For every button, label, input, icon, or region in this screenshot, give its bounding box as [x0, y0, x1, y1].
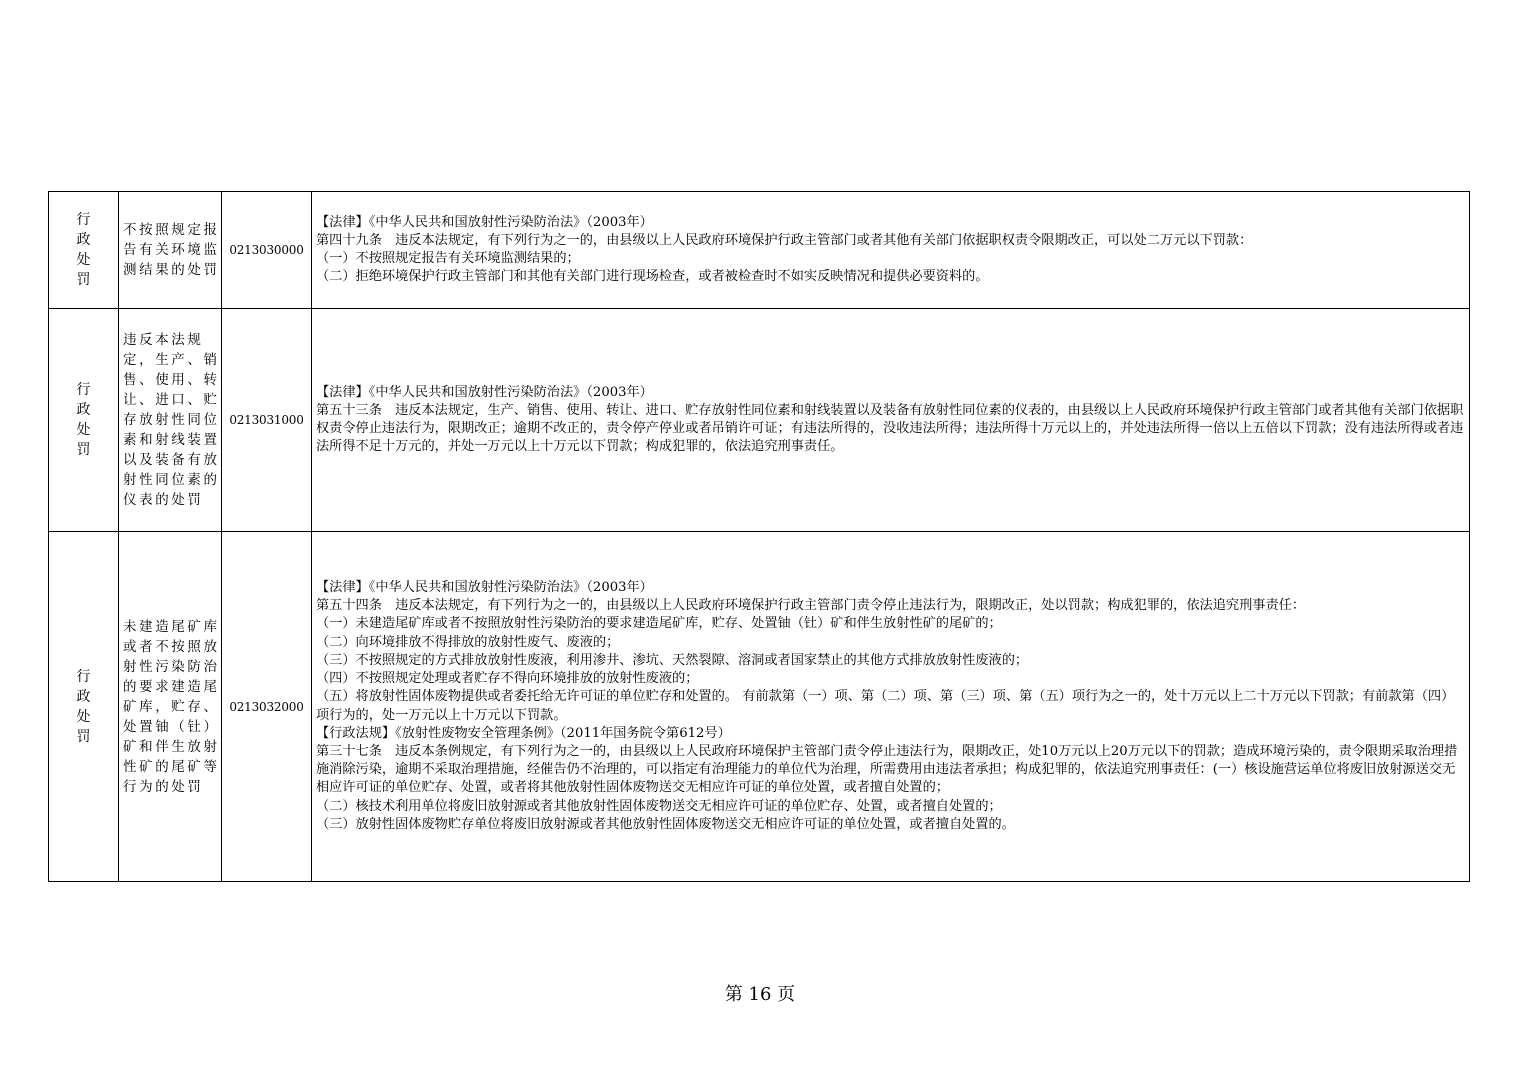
basis-line: （三）放射性固体废物贮存单位将废旧放射源或者其他放射性固体废物送交无相应许可证的单位处置，或者擅自处置的。 [316, 816, 1015, 832]
basis-line: （三）不按照规定的方式排放放射性废液，利用渗井、渗坑、天然裂隙、溶洞或者国家禁止的其他方式排放放射性废液的； [316, 652, 1029, 668]
basis-line: 第五十四条 违反本法规定，有下列行为之一的，由县级以上人民政府环境保护行政主管部门责令停止违法行为，限期改正，处以罚款；构成犯罪的，依法追究刑事责任： [316, 598, 1306, 614]
basis-line: （二）拒绝环境保护行政主管部门和其他有关部门进行现场检查，或者被检查时不如实反映情况和提供必要资料的。 [316, 269, 989, 285]
basis-line: 第四十九条 违反本法规定，有下列行为之一的，由县级以上人民政府环境保护行政主管部门或者其他有关部门依据职权责令限期改正，可以处二万元以下罚款： [316, 232, 1253, 248]
item-code-cell: 0213031000 [222, 309, 312, 532]
penalty-type-cell [49, 532, 119, 882]
penalty-type-char: 罚 [76, 442, 91, 458]
basis-line: （一）不按照规定报告有关环境监测结果的； [316, 251, 580, 266]
penalty-item-cell: 不按照规定报告有关环境监测结果的处罚 [119, 192, 222, 309]
table-row [49, 532, 1470, 882]
basis-line: （二）向环境排放不得排放的放射性废气、废液的； [316, 634, 620, 650]
basis-line: （二）核技术利用单位将废旧放射源或者其他放射性固体废物送交无相应许可证的单位贮存、处置，或者擅自处置的； [316, 798, 1002, 814]
penalty-type-text [49, 380, 118, 460]
basis-line: 【法律】《中华人民共和国放射性污染防治法》（2003年） [316, 214, 653, 230]
penalty-type-char: 处 [76, 708, 91, 725]
table-row [49, 309, 1470, 532]
penalty-type-char: 政 [76, 232, 91, 248]
penalty-type-char: 行 [76, 212, 91, 228]
penalty-type-char: 政 [76, 688, 91, 705]
page-number: 第 16 页 [724, 984, 796, 1005]
legal-basis-cell [312, 192, 1470, 309]
penalty-type-char: 政 [76, 402, 91, 418]
penalty-type-char: 处 [76, 252, 91, 268]
penalty-item-cell: 未建造尾矿库或者不按照放射性污染防治的要求建造尾矿库，贮存、处置铀（钍）矿和伴生放射性矿的尾矿等行为的处罚 [119, 532, 222, 882]
basis-line: 【行政法规】《放射性废物安全管理条例》（2011年国务院令第612号） [316, 725, 731, 741]
basis-line: 【法律】《中华人民共和国放射性污染防治法》（2003年） [316, 580, 653, 596]
penalty-type-cell [49, 309, 119, 532]
basis-line: （一）未建造尾矿库或者不按照放射性污染防治的要求建造尾矿库，贮存、处置铀（钍）矿和伴生放射性矿的尾矿的； [316, 616, 1002, 632]
basis-line: 【法律】《中华人民共和国放射性污染防治法》（2003年） [316, 384, 653, 400]
item-code-cell: 0213030000 [222, 192, 312, 309]
basis-line: 第五十三条 违反本法规定，生产、销售、使用、转让、进口、贮存放射性同位素和射线装置以及装备有放射性同位素的仪表的，由县级以上人民政府环境保护行政主管部门或者其他有关部门依据职权责令停止违法行为，限期改正；逾期不改正的，责令停产停业或者吊销许可证；有违法所得的，没收违法所得；违法所得十万元以上的，并处违法所得一倍以上五倍以下罚款；没有违法所得或者违法所得不足十万元的，并处一万元以上十万元以下罚款；构成犯罪的，依法追究刑事责任。 [316, 402, 1464, 455]
penalty-type-text [49, 210, 118, 290]
table-row [49, 192, 1470, 309]
penalty-type-cell [49, 192, 119, 309]
regulation-table [48, 191, 1470, 882]
basis-line: （五）将放射性固体废物提供或者委托给无许可证的单位贮存和处置的。 有前款第（一）项、第（二）项、第（三）项、第（五）项行为之一的，处十万元以上二十万元以下罚款；有前款第（四）项行为的，处一万元以上十万元以下罚款。 [316, 689, 1455, 723]
legal-basis-cell [312, 532, 1470, 882]
penalty-type-char: 处 [76, 422, 91, 438]
item-code-cell: 0213032000 [222, 532, 312, 882]
penalty-type-char: 行 [76, 382, 91, 398]
basis-line: 第三十七条 违反本条例规定，有下列行为之一的，由县级以上人民政府环境保护主管部门责令停止违法行为，限期改正，处10万元以上20万元以下的罚款；造成环境污染的，责令限期采取治理措施消除污染，逾期不采取治理措施，经催告仍不治理的，可以指定有治理能力的单位代为治理，所需费用由违法者承担；构成犯罪的，依法追究刑事责任：(一）核设施营运单位将废旧放射源送交无相应许可证的单位贮存、处置，或者将其他放射性固体废物送交无相应许可证的单位处置，或者擅自处置的； [316, 743, 1458, 796]
penalty-item-cell: 违反本法规定，生产、销售、使用、转让、进口、贮存放射性同位素和射线装置以及装备有放射性同位素的仪表的处罚 [119, 309, 222, 532]
basis-line: （四）不按照规定处理或者贮存不得向环境排放的放射性废液的； [316, 671, 699, 687]
regulation-table-body [49, 192, 1470, 882]
legal-basis-cell [312, 309, 1470, 532]
penalty-type-char: 行 [76, 668, 91, 685]
penalty-type-char: 罚 [76, 728, 91, 745]
penalty-type-text [49, 667, 118, 747]
penalty-type-char: 罚 [76, 272, 91, 288]
